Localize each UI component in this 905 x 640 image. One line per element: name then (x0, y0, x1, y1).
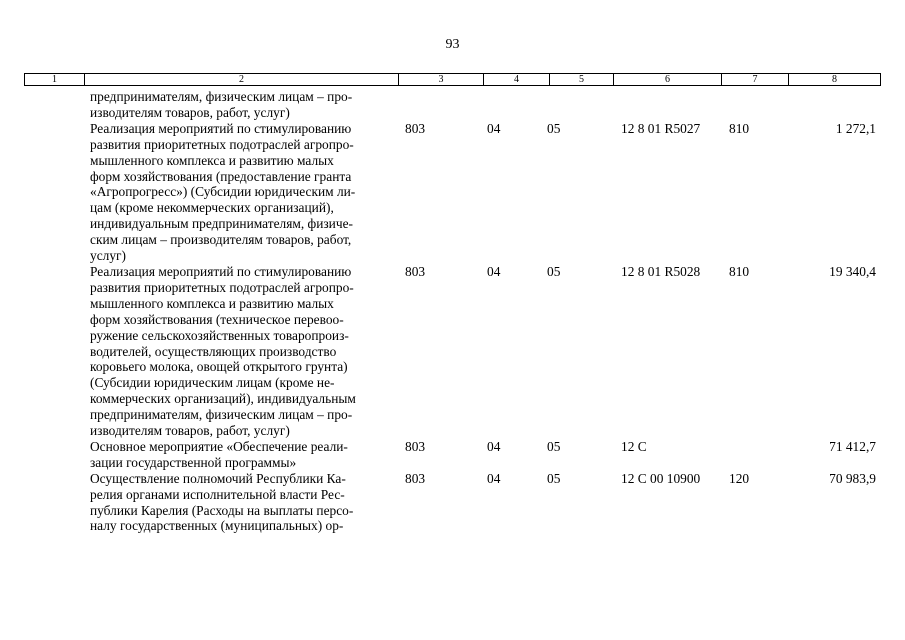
expense-name-line: мышленного комплекса и развитию малых (90, 295, 334, 311)
expense-name-line: изводителям товаров, работ, услуг) (90, 423, 290, 439)
amount: 1 272,1 (835, 120, 876, 136)
expense-name-line: ским лицам – производителям товаров, работ, (90, 232, 352, 248)
expense-name-line: зации государственной программы» (90, 454, 297, 470)
expense-type-code: 810 (729, 120, 750, 136)
expense-type-code: 120 (729, 470, 750, 486)
expense-name-line: развития приоритетных подотраслей агропро- (90, 279, 354, 295)
expense-name-line: (Субсидии юридическим лицам (кроме не- (90, 375, 335, 391)
column-number-2: 2 (85, 74, 399, 86)
expense-name-line: изводителям товаров, работ, услуг) (90, 104, 290, 120)
expense-name-line: публики Карелия (Расходы на выплаты персо- (90, 502, 354, 518)
page-number: 93 (445, 37, 460, 52)
ministry-code: 803 (405, 263, 426, 279)
ministry-code: 803 (405, 120, 426, 136)
expense-name-line: ружение сельскохозяйственных товаропроиз- (90, 327, 349, 343)
amount: 19 340,4 (829, 263, 876, 279)
ministry-code: 803 (405, 438, 426, 454)
expense-name-line: форм хозяйствования (предоставление гранта (90, 168, 352, 184)
target-article-code: 12 8 01 R5027 (621, 120, 701, 136)
expense-name-line: «Агропрогресс») (Субсидии юридическим ли- (90, 184, 356, 200)
table-row (24, 471, 880, 535)
expense-name-line: форм хозяйствования (техническое перевоо- (90, 311, 344, 327)
column-number-4: 4 (484, 74, 550, 86)
target-article-code: 12 С (621, 438, 647, 454)
subsection-code: 05 (547, 120, 561, 136)
table-row (24, 121, 880, 264)
amount: 71 412,7 (829, 438, 876, 454)
target-article-code: 12 С 00 10900 (621, 470, 701, 486)
ministry-code: 803 (405, 470, 426, 486)
column-number-6: 6 (614, 74, 722, 86)
target-article-code: 12 8 01 R5028 (621, 263, 701, 279)
expense-name-line: налу государственных (муниципальных) ор- (90, 518, 344, 534)
expense-name (90, 89, 394, 121)
section-code: 04 (487, 470, 501, 486)
table-row (24, 439, 880, 471)
amount: 70 983,9 (829, 470, 876, 486)
section-code: 04 (487, 438, 501, 454)
expense-name-line: цам (кроме некоммерческих организаций), (90, 200, 334, 216)
column-header-table (24, 73, 881, 86)
expense-name-line: предпринимателям, физическим лицам – про- (90, 89, 353, 104)
column-number-3: 3 (399, 74, 484, 86)
expense-name (90, 439, 394, 471)
column-number-5: 5 (550, 74, 614, 86)
expense-name-line: Основное мероприятие «Обеспечение реали- (90, 438, 348, 454)
section-code: 04 (487, 120, 501, 136)
expense-name-line: Реализация мероприятий по стимулированию (90, 263, 352, 279)
expense-name-line: индивидуальным предпринимателям, физиче- (90, 216, 353, 232)
expense-name-line: мышленного комплекса и развитию малых (90, 152, 334, 168)
expense-name-line: водителей, осуществляющих производство (90, 343, 337, 359)
expense-name (90, 471, 394, 535)
expense-name-line: развития приоритетных подотраслей агропро- (90, 136, 354, 152)
expense-name-line: коровьего молока, овощей открытого грунта) (90, 359, 348, 375)
expense-name-line: предпринимателям, физическим лицам – про- (90, 407, 353, 423)
subsection-code: 05 (547, 470, 561, 486)
expense-name (90, 264, 394, 439)
table-row (24, 264, 880, 439)
expense-type-code: 810 (729, 263, 750, 279)
column-number-8: 8 (789, 74, 881, 86)
section-code: 04 (487, 263, 501, 279)
expense-name (90, 121, 394, 264)
expense-name-line: Реализация мероприятий по стимулированию (90, 120, 352, 136)
budget-rows (24, 89, 880, 534)
subsection-code: 05 (547, 263, 561, 279)
expense-name-line: релия органами исполнительной власти Рес- (90, 486, 345, 502)
subsection-code: 05 (547, 438, 561, 454)
expense-name-line: услуг) (90, 248, 126, 264)
table-row (24, 89, 880, 121)
column-number-7: 7 (722, 74, 789, 86)
expense-name-line: Осуществление полномочий Республики Ка- (90, 470, 346, 486)
expense-name-line: коммерческих организаций), индивидуальным (90, 391, 356, 407)
column-number-1: 1 (25, 74, 85, 86)
